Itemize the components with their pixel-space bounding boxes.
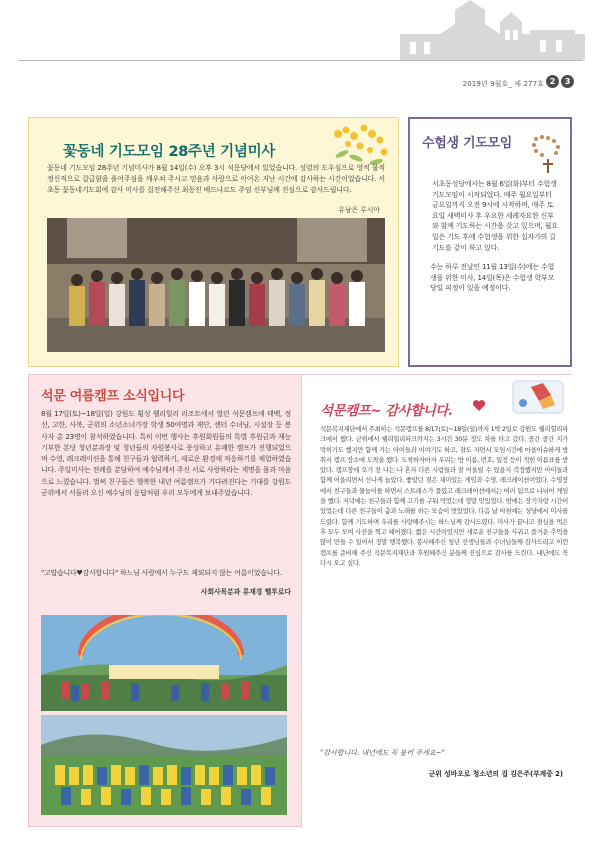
- camp-photo-banner: [41, 615, 287, 711]
- page-numbers: [546, 75, 574, 88]
- camp-body: 8월 17일(토)~18일(일) 강원도 횡성 웰리힐리 리조트에서 열린 석문캠프에 태백, 정선, 고한, 사북, 군위의 소년소녀가장 학생 50여명과 재단, 센터 수녀님, 시설장 등 봉사자 총 23명이 참석하였습니다. 특히 이번 행사는 후원회원들의 특별 후원금과 재능 기부한 본당 청년분과장 및 청년들의 자원봉사로 풍성하고 유쾌한 캠프가 진행되었으며 수영, 레크레이션을 통해 친구들과 협력하기, 새로운 환경에 적응하기를 체험하였습니다. 주일미사는 전례를 분담하여 예수님께서 주신 서로 사랑하라는 계명을 몸과 마음으로 느꼈습니다. 벌써 친구들은 행복한 내년 여름캠프가 기다려진다는 기대를 강원도 군위에서 서둘러 오신 예수님의 응답처럼 우리 모두에게 보내주었습니다.: [41, 410, 291, 498]
- thank-you-letter: [301, 375, 573, 828]
- anniversary-article: [28, 117, 399, 367]
- rosary-icon: [528, 133, 566, 177]
- exam-prayer-paragraph-2: 수능 하루 전날인 11월 13일(수)에는 수험생을 위한 미사, 14일(목)은 수험생 학부모 당일 피정이 있을 예정이다.: [430, 263, 555, 293]
- camp-quote: "고맙습니다♥감사합니다" 하느님 사랑에서 누구도 제외되지 않는 여름이었습니다.: [41, 569, 282, 577]
- issue-info: 2019년 9월호_ 제 277호: [462, 80, 544, 88]
- group-photo: [47, 218, 385, 352]
- anniversary-title: 꽃동네 기도모임 28주년 기념미사: [63, 144, 276, 160]
- letter-signature: 군위 성바오로 청소년의 집 김은주(부계중 2): [428, 770, 563, 778]
- header-rule: [18, 60, 583, 61]
- camp-credit: 사회사목분과 류재경 헬투로다: [200, 588, 291, 596]
- letter-closing: "감사합니다. 내년에도 꼭 불러 주세요~": [320, 749, 445, 757]
- heart-icon: [472, 399, 486, 412]
- letter-decoration-icon: [503, 375, 573, 421]
- camp-photo-group: [41, 715, 287, 815]
- anniversary-author: 유남은 루시아: [338, 206, 380, 214]
- exam-prayer-paragraph-1: 서초동성당에서는 8월 6일(화)부터 수험생 기도모임이 시작되었다. 매주 월요일부터 금요일까지 오전 9시에 시작하며, 매주 토요일 새벽미사 후 우요한 세례자요한 신부와 함께 기도하는 시간을 갖고 있으며, 월요일은 기도 후에 수험생을 위한 십자가의 길 기도를 같이 하고 있다.: [432, 180, 558, 252]
- page-number-left: 2: [546, 75, 559, 88]
- camp-section: [28, 374, 572, 827]
- letter-body: 석문복지재단에서 주최하는 석문캠프를 8/17(토)~18일(일)까지 1박 2일로 강원도 웰리힐리파크에서 했다. 군위에서 웰리힐리파크까지는 3시간 30분 정도 차를 타고 갔다. 중간 중간 지가 막히기도 했지만 함께 가는 아이들과 이야기도 하고, 잠도 자면서 모임시간에 마을이슈하게 방취서 캠프 장소에 도착을 했다. 도착하자마자 우리는 방 이름, 번호, 일정 등이 적힌 이름표를 받았다. 캠프장에 오기 전 나는 나 혼자 다른 사람들과 잘 어울릴 수 있을지 걱정했지만 아이들과 함께 어울리면서 신나게 놀았다. 좋았던 점은 재미있는 게임과 수영, 레크레이션이었다. 수영장에서 친구들과 물놀이를 하면서 스트레스가 풀렸고 레크레이션에서는 여러 팀으로 나뉘어 게임을 했다. 저녁에는 친구들과 함께 고기를 구워 먹었는데 정말 맛있었다. 밤에는 장기자랑 시간이 있었는데 다른 친구들이 춤과 노래를 하는 모습이 멋있었다. 다음 날 아침에는 성당에서 미사를 드렸다. 함께 기도하며 우리를 사랑해주시는 하느님께 감사드렸다. 미사가 끝나고 점심을 먹은 후 모두 모여 사진을 찍고 헤어졌다. 짧은 시간이었지만 새로운 친구들을 사귀고 즐거운 추억을 많이 만들 수 있어서 정말 행복했다. 봉사해주신 청년 선생님들과 수녀님들께 감사드리고 이런 캠프를 준비해 주신 석문복지재단과 후원해주신 분들께 진심으로 감사를 드린다. 내년에도 꼭 다시 오고 싶다.: [320, 425, 568, 567]
- exam-prayer-article: [408, 117, 572, 367]
- letter-title: 석문캠프~ 감사합니다.: [320, 403, 453, 419]
- church-illustration: [0, 0, 600, 72]
- anniversary-body: 꽃동네 기도모임 28주년 기념미사가 8월 14일(수) 오후 3시 석문당에서 있었습니다. 성령의 도우심으로 영적 물적 정신적으로 갈급함을 풀어주심을 깨우쳐 주시고 믿음과 사랑으로 이어온 지난 시간에 감사하는 시간이었습니다. 서초동 꽃동네기도회에 감사 미사를 집전해주신 최동진 베드나르도 주임 신부님께 진심으로 감사드립니다.: [47, 164, 385, 194]
- page-number-right: 3: [561, 75, 574, 88]
- exam-prayer-title: 수험생 기도모임: [422, 136, 513, 151]
- camp-title: 석문 여름캠프 소식입니다: [41, 389, 185, 404]
